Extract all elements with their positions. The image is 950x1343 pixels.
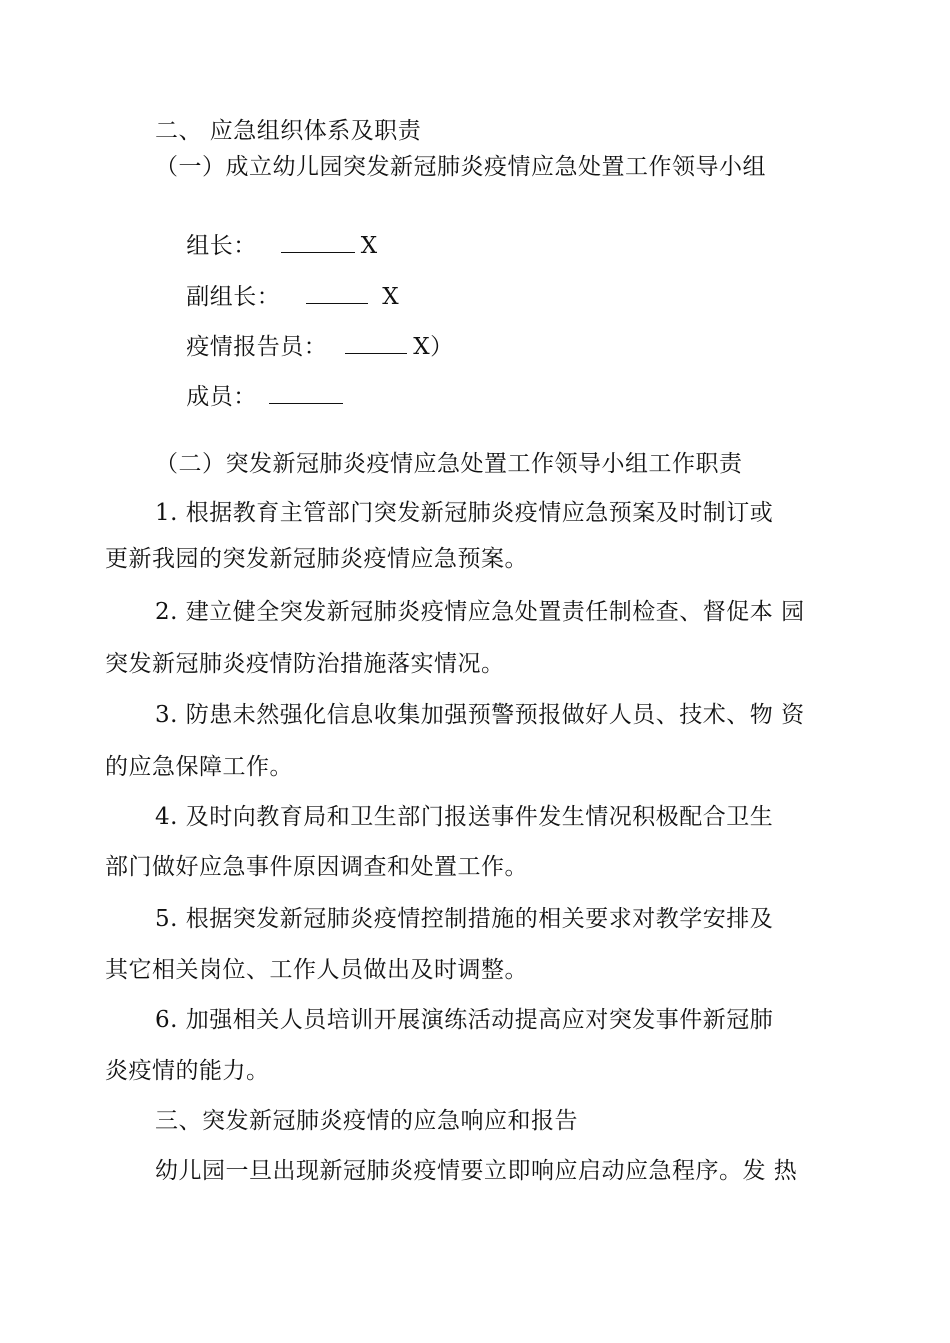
subsection-heading: （二）突发新冠肺炎疫情应急处置工作领导小组工作职责 xyxy=(155,451,743,477)
section-heading: 三、突发新冠肺炎疫情的应急响应和报告 xyxy=(155,1108,578,1134)
members-label: 成员： xyxy=(186,384,257,410)
duty-line: 其它相关岗位、工作人员做出及时调整。 xyxy=(105,957,528,983)
duty-line: 更新我园的突发新冠肺炎疫情应急预案。 xyxy=(105,546,528,572)
duty-line: 1. 根据教育主管部门突发新冠肺炎疫情应急预案及时制订或 xyxy=(155,500,774,526)
reporter-value: X） xyxy=(413,334,454,360)
duty-line: 的应急保障工作。 xyxy=(105,754,293,780)
duty-line: 3. 防患未然强化信息收集加强预警预报做好人员、技术、物 资 xyxy=(155,702,805,728)
leader-blank xyxy=(281,230,355,253)
deputy-value: X xyxy=(382,284,400,310)
members-blank xyxy=(269,381,343,404)
section-heading: 二、 应急组织体系及职责 xyxy=(155,118,422,144)
duty-line: 6. 加强相关人员培训开展演练活动提高应对突发事件新冠肺 xyxy=(155,1007,774,1033)
subsection-heading: （一）成立幼儿园突发新冠肺炎疫情应急处置工作领导小组 xyxy=(155,154,766,180)
duty-line: 突发新冠肺炎疫情防治措施落实情况。 xyxy=(105,651,505,677)
reporter-blank xyxy=(345,331,407,354)
reporter-label: 疫情报告员： xyxy=(186,334,328,360)
leader-value: X xyxy=(360,233,378,259)
deputy-label: 副组长： xyxy=(186,284,281,310)
duty-line: 炎疫情的能力。 xyxy=(105,1058,270,1084)
members-row xyxy=(155,351,343,442)
duty-line: 2. 建立健全突发新冠肺炎疫情应急处置责任制检查、督促本 园 xyxy=(155,599,805,625)
duty-line: 5. 根据突发新冠肺炎疫情控制措施的相关要求对教学安排及 xyxy=(155,906,774,932)
duty-line: 部门做好应急事件原因调查和处置工作。 xyxy=(105,854,528,880)
leader-label: 组长： xyxy=(186,233,257,259)
duty-line: 4. 及时向教育局和卫生部门报送事件发生情况积极配合卫生 xyxy=(155,804,774,830)
paragraph-line: 幼儿园一旦出现新冠肺炎疫情要立即响应启动应急程序。发 热 xyxy=(155,1158,798,1184)
